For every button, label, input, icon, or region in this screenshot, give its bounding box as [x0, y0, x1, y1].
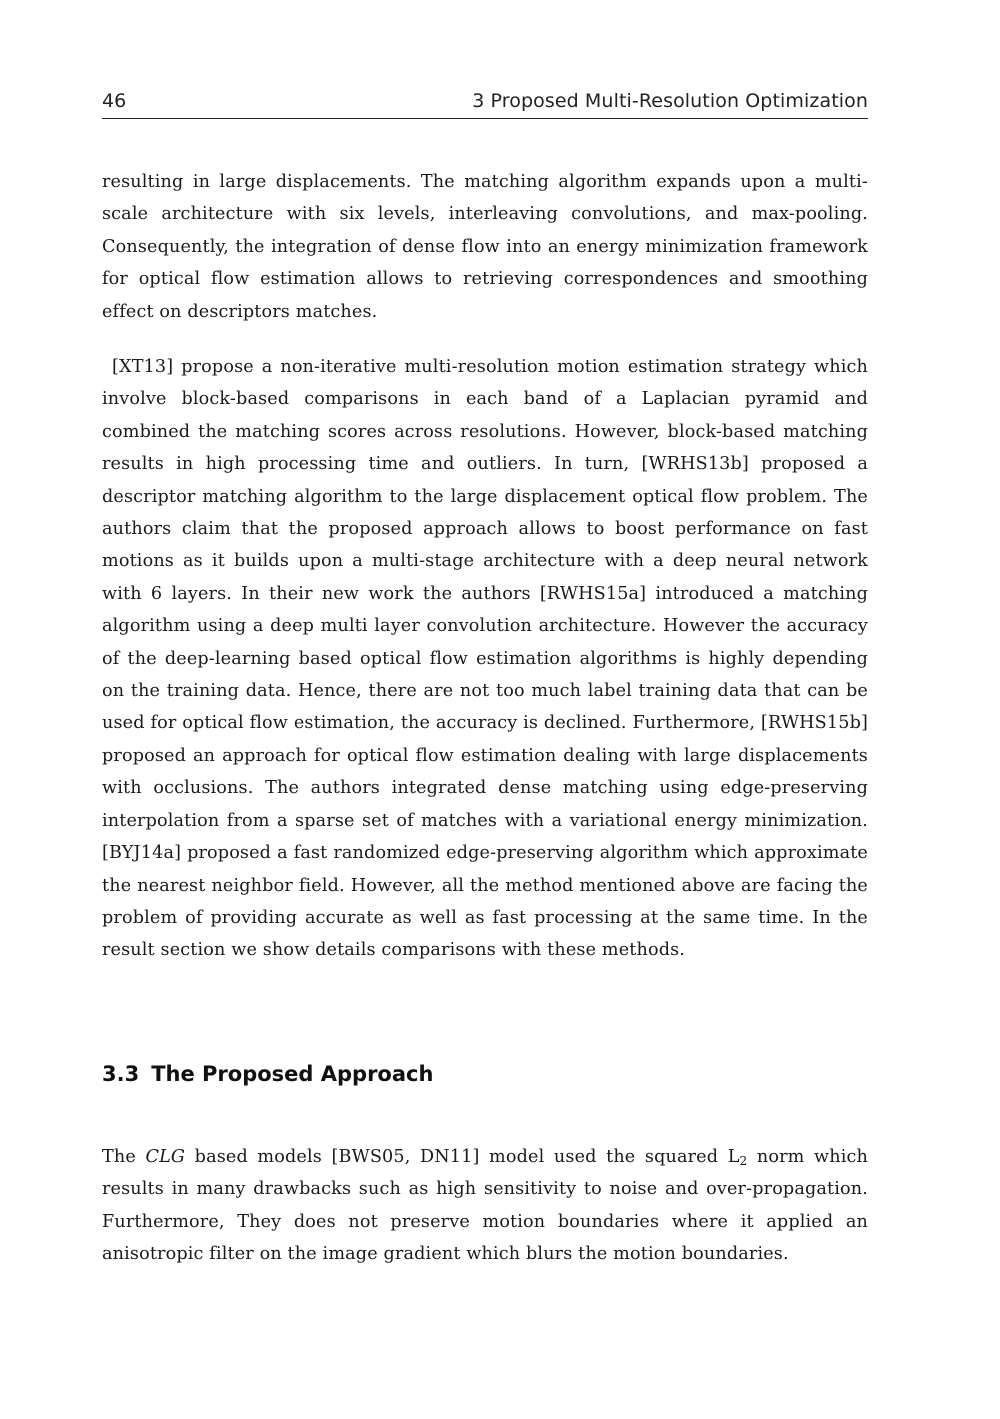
section-title: The Proposed Approach	[151, 1062, 434, 1086]
paragraph-3	[102, 1141, 868, 1271]
paragraph-3-end: norm which results in many drawbacks such as high sensitivity to noise and over-propagation. Furthermore, They does not preserve motion boundaries where it applied an anisotropic filter on the image gradient which blurs the motion boundaries.	[102, 1147, 868, 1265]
paragraph-2: [XT13] propose a non-iterative multi-resolution motion estimation strategy which involve block-based comparisons in each band of a Laplacian pyramid and combined the matching scores across resolutions. However, block-based matching results in high processing time and outliers. In turn, [WRHS13b] proposed a descriptor matching algorithm to the large displacement optical flow problem. The authors claim that the proposed approach allows to boost performance on fast motions as it builds upon a multi-stage architecture with a deep neural network with 6 layers. In their new work the authors [RWHS15a] introduced a matching algorithm using a deep multi layer convolution architecture. However the accuracy of the deep-learning based optical flow estimation algorithms is highly depending on the training data. Hence, there are not too much label training data that can be used for optical flow estimation, the accuracy is declined. Furthermore, [RWHS15b] proposed an approach for optical flow estimation dealing with large displacements with occlusions. The authors integrated dense matching using edge-preserving interpolation from a sparse set of matches with a variational energy minimization. [BYJ14a] proposed a fast randomized edge-preserving algorithm which approximate the nearest neighbor field. However, all the method mentioned above are facing the problem of providing accurate as well as fast processing at the same time. In the result section we show details comparisons with these methods.	[102, 357, 868, 961]
clg-term: CLG	[145, 1147, 186, 1167]
paragraph-3-start: The	[102, 1147, 146, 1167]
section-number: 3.3	[102, 1062, 140, 1086]
page-number: 46	[102, 90, 127, 112]
paragraph-1: resulting in large displacements. The matching algorithm expands upon a multi-scale architecture with six levels, interleaving convolutions, and max-pooling. Consequently, the integration of dense flow into an energy minimization framework for optical flow estimation allows to retrieving correspondences and smoothing effect on descriptors matches.	[102, 172, 868, 322]
running-title: 3 Proposed Multi-Resolution Optimization	[472, 90, 868, 112]
paragraph-3-middle: based models [BWS05, DN11] model used the squared L	[185, 1147, 740, 1167]
l2-subscript: 2	[739, 1154, 748, 1168]
page-header	[102, 86, 868, 119]
section-heading	[102, 1062, 433, 1086]
